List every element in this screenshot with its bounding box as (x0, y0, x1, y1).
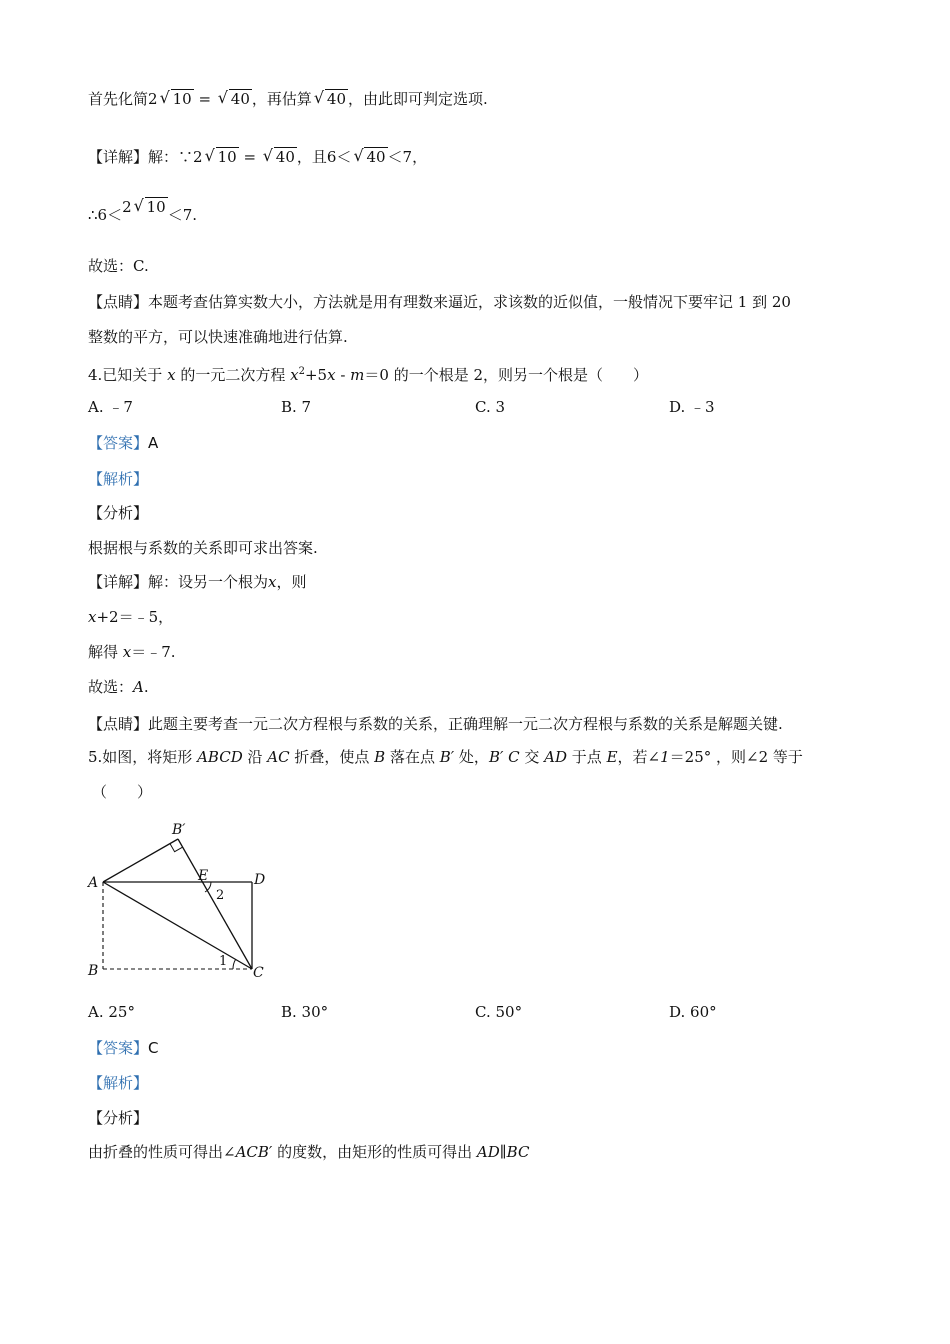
text: ∴6＜ (88, 206, 123, 224)
exponent: 2 (298, 366, 305, 377)
radical-icon: √ (262, 146, 273, 165)
text: 的一元二次方程 (175, 366, 291, 384)
s3-detail-line (88, 147, 427, 167)
text: +5 (304, 366, 328, 384)
radical-icon: √ (217, 88, 228, 107)
q4-jiexi: 【解析】 (88, 470, 149, 488)
label-a: A (88, 875, 99, 891)
sqrt-40 (218, 89, 252, 109)
sqrt-10 (205, 147, 239, 167)
label-c: C (253, 965, 264, 981)
q4-analysis: 根据根与系数的关系即可求出答案. (88, 539, 318, 557)
label-d: D (254, 872, 266, 888)
text: 沿 (242, 748, 268, 766)
radicand: 10 (172, 90, 192, 108)
radical-icon: √ (353, 146, 364, 165)
text: 解得 (88, 643, 123, 661)
text: ＝﹣7. (131, 643, 176, 661)
text: - (335, 366, 351, 384)
text: ，则 (276, 573, 307, 591)
q4-option-b: B. 7 (281, 398, 312, 416)
label-angle-1: 1 (219, 954, 228, 969)
q4-step2 (88, 642, 176, 662)
label-angle-2: 2 (216, 888, 225, 903)
text: ＜7. (167, 206, 198, 224)
s3-intro-line (88, 89, 488, 109)
text: 首先化简 (88, 90, 149, 108)
q4-option-a: A. ﹣7 (88, 398, 133, 416)
q5-analysis (88, 1142, 529, 1162)
q5-option-a: A. 25° (88, 1003, 135, 1021)
radical-icon: √ (159, 88, 170, 107)
q4-option-d: D. ﹣3 (669, 398, 715, 416)
q5-option-c: C. 50° (475, 1003, 523, 1021)
radicand: 40 (230, 90, 250, 108)
var: B′ C (488, 748, 520, 766)
q4-detail (88, 572, 307, 592)
q5-paren: （ ） (92, 783, 153, 801)
answer-value: A (148, 434, 159, 452)
text: 处， (454, 748, 489, 766)
q4-option-c: C. 3 (475, 398, 506, 416)
geometry-figure (86, 814, 276, 984)
q5-option-b: B. 30° (281, 1003, 329, 1021)
var: 1 (660, 748, 670, 766)
var: ABCD (197, 748, 243, 766)
s3-comment-1: 【点睛】本题考查估算实数大小，方法就是用有理数来逼近，求该数的近似值，一般情况下要牢记 1 到 20 (88, 293, 791, 311)
text: 4.已知关于 (88, 366, 168, 384)
text: ＝0 的一个根是 2，则另一个根是（ ） (364, 366, 649, 384)
text: ，若∠ (617, 748, 661, 766)
q4-fenxi: 【分析】 (88, 504, 149, 522)
raised-expr (122, 198, 168, 216)
q4-step1 (88, 607, 173, 627)
segment-b-prime-c (178, 839, 252, 969)
var: x (122, 643, 132, 661)
s3-choose: 故选：C. (88, 257, 149, 275)
var: x (268, 573, 277, 591)
segment-ac (103, 882, 252, 969)
var: m (350, 366, 365, 384)
radicand: 40 (275, 148, 295, 166)
text: 折叠，使点 (289, 748, 375, 766)
q4-answer (88, 433, 158, 453)
segment-ab-prime (103, 839, 178, 882)
text: +2＝﹣5， (96, 608, 174, 626)
sqrt-10 (160, 89, 194, 109)
label-e: E (198, 868, 209, 884)
label-b-prime: B′ (172, 822, 186, 838)
text: 于点 (567, 748, 607, 766)
sqrt-40 (314, 89, 348, 109)
text: 的度数，由矩形的性质可得出 (272, 1143, 477, 1161)
radical-icon: √ (133, 196, 144, 215)
radical-icon: √ (313, 88, 325, 107)
answer-value: C (148, 1039, 159, 1057)
text: . (143, 678, 149, 696)
radical-icon: √ (204, 146, 215, 165)
sqrt-10 (134, 197, 168, 217)
text: = (243, 148, 257, 166)
text: 【详解】解：设另一个根为 (88, 573, 269, 591)
text: 故选： (88, 678, 134, 696)
var: x (88, 608, 97, 626)
q4-stem (88, 362, 648, 385)
radicand: 10 (146, 198, 166, 216)
q5-stem (88, 747, 803, 767)
text: 5.如图，将矩形 (88, 748, 198, 766)
var: B (374, 748, 386, 766)
radicand: 40 (326, 90, 346, 108)
var: B′ (439, 748, 455, 766)
var: ACB′ (235, 1143, 273, 1161)
text: 由折叠的性质可得出∠ (88, 1143, 236, 1161)
text: ，且6＜ (296, 148, 352, 166)
radicand: 10 (217, 148, 237, 166)
text: 交 (519, 748, 545, 766)
q4-comment: 【点睛】此题主要考查一元二次方程根与系数的关系，正确理解一元二次方程根与系数的关系是解题关键. (88, 715, 783, 733)
text: 2 (148, 90, 158, 108)
var: AD (476, 1143, 500, 1161)
text: ＝25° ，则∠2 等于 (669, 748, 803, 766)
q5-jiexi: 【解析】 (88, 1074, 149, 1092)
text: ，由此即可判定选项. (348, 90, 488, 108)
var: AD (544, 748, 568, 766)
text: = (198, 90, 212, 108)
sqrt-40 (263, 147, 297, 167)
text: 2 (193, 148, 203, 166)
var: A (133, 678, 144, 696)
var: x (167, 366, 176, 384)
answer-tag: 【答案】 (88, 434, 149, 452)
text: 【详解】解：∵ (88, 148, 194, 166)
var: x (327, 366, 336, 384)
q5-answer (88, 1038, 159, 1058)
var: x (290, 366, 299, 384)
answer-tag: 【答案】 (88, 1039, 149, 1057)
angle-1-arc (233, 959, 236, 969)
var: AC (267, 748, 290, 766)
q5-option-d: D. 60° (669, 1003, 717, 1021)
sqrt-40 (353, 147, 387, 167)
q4-choose (88, 677, 149, 697)
q5-fenxi: 【分析】 (88, 1109, 149, 1127)
var: E (606, 748, 618, 766)
text: ＜7， (387, 148, 428, 166)
radicand: 40 (366, 148, 386, 166)
label-b: B (88, 963, 99, 979)
text: 2 (122, 198, 132, 216)
var: BC (506, 1143, 530, 1161)
text: 落在点 (385, 748, 440, 766)
text: ，再估算 (251, 90, 312, 108)
s3-comment-2: 整数的平方，可以快速准确地进行估算. (88, 328, 348, 346)
text: ∥ (499, 1143, 507, 1161)
s3-therefore-line (88, 196, 198, 225)
